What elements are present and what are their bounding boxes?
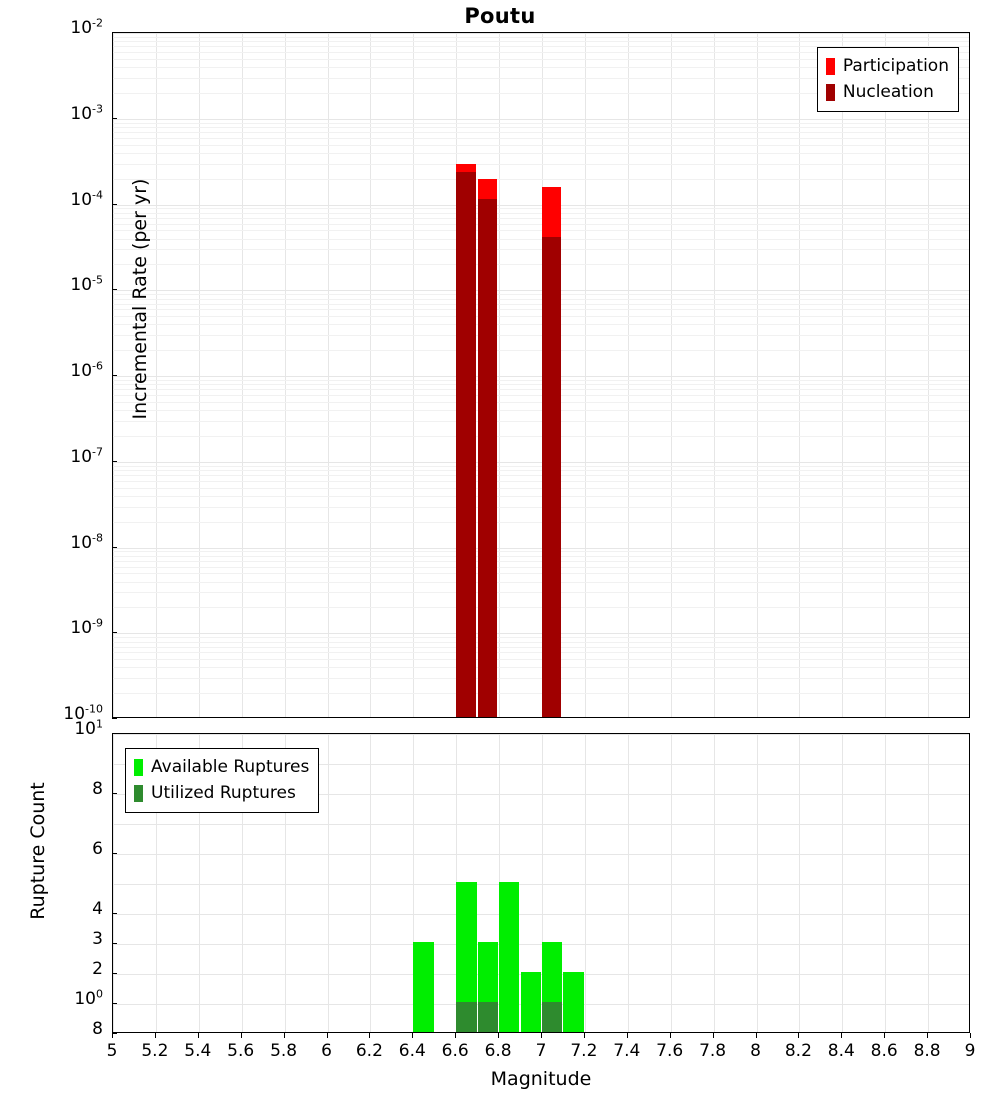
gridline-vertical [714, 33, 715, 717]
y-tick-label: $10^{-4}$ [70, 187, 103, 210]
gridline-horizontal-minor [113, 395, 969, 396]
gridline-horizontal-minor [113, 466, 969, 467]
gridline-horizontal-minor [113, 309, 969, 310]
gridline-horizontal-minor [113, 230, 969, 231]
gridline-horizontal-minor [113, 316, 969, 317]
gridline-horizontal [113, 854, 969, 855]
y-tick-label: $10^{-5}$ [70, 273, 103, 296]
y-tick-label: 8 [92, 779, 103, 799]
x-tick-label: 6.8 [484, 1041, 512, 1061]
legend-label: Participation [842, 56, 949, 76]
gridline-horizontal-minor [113, 659, 969, 660]
gridline-horizontal-minor [113, 294, 969, 295]
gridline-vertical [113, 734, 114, 1032]
x-tick-mark [713, 1033, 714, 1038]
y-tick-label: 6 [92, 839, 103, 859]
gridline-horizontal-minor [113, 384, 969, 385]
gridline-horizontal-minor [113, 389, 969, 390]
x-tick-label: 6 [321, 1041, 332, 1061]
gridline-horizontal-minor [113, 436, 969, 437]
gridline-horizontal-minor [113, 496, 969, 497]
gridline-horizontal-minor [113, 350, 969, 351]
x-tick-label: 7.6 [656, 1041, 684, 1061]
x-tick-label: 5 [106, 1041, 118, 1061]
x-tick-label: 6.2 [355, 1041, 383, 1061]
gridline-horizontal-minor [113, 667, 969, 668]
x-tick-mark [241, 1033, 242, 1038]
gridline-horizontal [113, 633, 969, 634]
x-tick-label: 5.6 [227, 1041, 255, 1061]
gridline-horizontal-minor [113, 179, 969, 180]
bottom-y-axis-label: Rupture Count [27, 782, 49, 920]
y-tick-mark [112, 853, 117, 854]
gridline-horizontal-minor [113, 592, 969, 593]
y-tick-label: 3 [92, 929, 103, 949]
gridline-vertical [585, 734, 586, 1032]
gridline-horizontal [113, 944, 969, 945]
x-tick-mark [112, 1033, 113, 1038]
x-tick-label: 5.4 [184, 1041, 212, 1061]
gridline-vertical [842, 33, 843, 717]
legend-label: Nucleation [842, 81, 934, 102]
gridline-horizontal-minor [113, 470, 969, 471]
x-tick-label: 7.4 [613, 1041, 641, 1061]
y-tick-label: $10^{-7}$ [70, 445, 103, 467]
gridline-horizontal [113, 824, 969, 825]
legend-label: Available Ruptures [151, 757, 310, 777]
bar-utilized-ruptures [456, 1002, 476, 1032]
bar-nucleation [478, 199, 497, 717]
gridline-horizontal [113, 914, 969, 915]
gridline-horizontal-minor [113, 145, 969, 146]
gridline-horizontal [113, 205, 969, 206]
x-tick-mark [884, 1033, 885, 1038]
gridline-horizontal-minor [113, 132, 969, 133]
x-tick-mark [369, 1033, 370, 1038]
y-tick-label: $10^{-8}$ [70, 530, 103, 553]
gridline-horizontal-minor [113, 488, 969, 489]
legend-swatch-icon [134, 759, 143, 776]
x-tick-label: 6.4 [398, 1041, 426, 1061]
x-tick-mark [756, 1033, 757, 1038]
x-tick-label: 6.6 [441, 1041, 469, 1061]
gridline-horizontal-minor [113, 138, 969, 139]
gridline-horizontal-minor [113, 41, 969, 42]
gridline-vertical [413, 33, 414, 717]
gridline-vertical [757, 734, 758, 1032]
gridline-horizontal-minor [113, 561, 969, 562]
y-tick-mark [112, 1003, 117, 1004]
gridline-horizontal-minor [113, 127, 969, 128]
y-tick-mark [112, 913, 117, 914]
gridline-horizontal-minor [113, 582, 969, 583]
y-tick-mark [112, 289, 117, 290]
y-tick-mark [112, 733, 117, 734]
x-tick-label: 8.8 [913, 1041, 941, 1061]
bar-nucleation [542, 237, 561, 717]
gridline-horizontal-minor [113, 421, 969, 422]
gridline-vertical [628, 33, 629, 717]
gridline-horizontal-minor [113, 324, 969, 325]
gridline-horizontal-minor [113, 249, 969, 250]
y-tick-mark [112, 32, 117, 33]
page-title: Poutu [464, 4, 536, 28]
gridline-horizontal-minor [113, 299, 969, 300]
x-tick-label: 7.8 [699, 1041, 727, 1061]
gridline-vertical [328, 33, 329, 717]
gridline-vertical [928, 33, 929, 717]
gridline-vertical [799, 734, 800, 1032]
gridline-horizontal-minor [113, 642, 969, 643]
gridline-horizontal-minor [113, 218, 969, 219]
y-tick-label: 2 [92, 959, 103, 979]
gridline-horizontal-minor [113, 410, 969, 411]
x-tick-label: 5.2 [141, 1041, 169, 1061]
top-legend-item [826, 80, 949, 106]
gridline-vertical [370, 33, 371, 717]
gridline-vertical [671, 33, 672, 717]
top-legend-item [826, 54, 949, 80]
gridline-vertical [585, 33, 586, 717]
x-tick-mark [498, 1033, 499, 1038]
y-tick-label: $10^{-10}$ [63, 702, 103, 724]
y-tick-mark [112, 718, 117, 719]
gridline-horizontal [113, 33, 969, 34]
gridline-horizontal [113, 1004, 969, 1005]
gridline-vertical [628, 734, 629, 1032]
y-tick-mark [112, 973, 117, 974]
gridline-vertical [199, 33, 200, 717]
gridline-horizontal-minor [113, 380, 969, 381]
top-y-axis-label: Incremental Rate (per yr) [129, 178, 151, 420]
gridline-vertical [885, 33, 886, 717]
bar-utilized-ruptures [542, 1002, 562, 1032]
y-tick-label: 4 [92, 899, 103, 919]
y-tick-mark [112, 461, 117, 462]
gridline-horizontal [113, 974, 969, 975]
gridline-vertical [757, 33, 758, 717]
gridline-vertical [885, 734, 886, 1032]
x-tick-mark [284, 1033, 285, 1038]
gridline-horizontal-minor [113, 652, 969, 653]
legend-swatch-icon [826, 58, 835, 75]
gridline-vertical [499, 33, 500, 717]
y-tick-label: 8 [92, 1019, 103, 1039]
x-tick-mark [927, 1033, 928, 1038]
gridline-horizontal-minor [113, 224, 969, 225]
legend-swatch-icon [826, 84, 835, 101]
gridline-horizontal-minor [113, 637, 969, 638]
gridline-horizontal-minor [113, 475, 969, 476]
x-tick-mark [198, 1033, 199, 1038]
y-tick-label: $10^{-2}$ [70, 16, 103, 38]
gridline-horizontal [113, 884, 969, 885]
x-tick-mark [412, 1033, 413, 1038]
y-tick-mark [112, 793, 117, 794]
gridline-horizontal-minor [113, 481, 969, 482]
gridline-horizontal-minor [113, 37, 969, 38]
x-tick-mark [584, 1033, 585, 1038]
gridline-horizontal-minor [113, 607, 969, 608]
gridline-vertical [156, 33, 157, 717]
y-tick-label: $10^{-3}$ [70, 102, 103, 124]
bar-nucleation [456, 172, 475, 718]
gridline-vertical [714, 734, 715, 1032]
gridline-horizontal-minor [113, 402, 969, 403]
gridline-vertical [842, 734, 843, 1032]
gridline-horizontal [113, 734, 969, 735]
gridline-horizontal-minor [113, 123, 969, 124]
bar-available-ruptures [413, 942, 433, 1032]
gridline-horizontal [113, 290, 969, 291]
gridline-horizontal-minor [113, 678, 969, 679]
gridline-horizontal [113, 376, 969, 377]
gridline-horizontal [113, 119, 969, 120]
x-tick-label: 8.2 [784, 1041, 812, 1061]
rupture-count-plot [112, 733, 970, 1033]
gridline-horizontal-minor [113, 335, 969, 336]
y-tick-label: $10^{-9}$ [70, 616, 103, 639]
y-tick-mark [112, 632, 117, 633]
bottom-legend-item [134, 755, 309, 781]
gridline-vertical [370, 734, 371, 1032]
gridline-horizontal-minor [113, 573, 969, 574]
y-tick-label: $10^1$ [74, 717, 103, 739]
gridline-horizontal-minor [113, 239, 969, 240]
bar-available-ruptures [563, 972, 583, 1032]
incremental-rate-plot [112, 32, 970, 718]
gridline-vertical [799, 33, 800, 717]
gridline-vertical [671, 734, 672, 1032]
gridline-horizontal-minor [113, 522, 969, 523]
legend-top [817, 47, 959, 112]
y-tick-mark [112, 204, 117, 205]
gridline-vertical [285, 33, 286, 717]
x-tick-mark [970, 1033, 971, 1038]
gridline-vertical [928, 734, 929, 1032]
gridline-horizontal-minor [113, 153, 969, 154]
x-tick-mark [155, 1033, 156, 1038]
x-axis-label: Magnitude [490, 1068, 592, 1090]
bar-available-ruptures [521, 972, 541, 1032]
gridline-horizontal-minor [113, 164, 969, 165]
gridline-horizontal-minor [113, 304, 969, 305]
x-tick-label: 9 [964, 1041, 976, 1061]
x-tick-label: 7.2 [570, 1041, 598, 1061]
x-tick-mark [627, 1033, 628, 1038]
x-tick-mark [670, 1033, 671, 1038]
legend-bottom [125, 748, 319, 813]
x-tick-label: 7 [535, 1041, 547, 1061]
gridline-horizontal-minor [113, 507, 969, 508]
y-tick-label: $10^0$ [74, 987, 103, 1009]
gridline-vertical [328, 734, 329, 1032]
x-tick-mark [841, 1033, 842, 1038]
y-tick-mark [112, 547, 117, 548]
x-tick-label: 8.6 [870, 1041, 898, 1061]
bar-utilized-ruptures [478, 1002, 498, 1032]
gridline-vertical [242, 33, 243, 717]
gridline-horizontal-minor [113, 208, 969, 209]
y-tick-mark [112, 118, 117, 119]
x-tick-label: 8.4 [827, 1041, 855, 1061]
gridline-horizontal-minor [113, 567, 969, 568]
y-tick-mark [112, 943, 117, 944]
x-tick-mark [455, 1033, 456, 1038]
gridline-horizontal [113, 548, 969, 549]
x-tick-mark [798, 1033, 799, 1038]
x-tick-mark [541, 1033, 542, 1038]
gridline-horizontal [113, 462, 969, 463]
gridline-horizontal-minor [113, 264, 969, 265]
y-tick-label: $10^{-6}$ [70, 359, 103, 381]
x-tick-label: 5.8 [270, 1041, 298, 1061]
legend-label: Utilized Ruptures [151, 782, 296, 803]
y-tick-mark [112, 375, 117, 376]
bar-available-ruptures [499, 882, 519, 1032]
legend-swatch-icon [134, 785, 143, 802]
x-tick-label: 8 [750, 1041, 761, 1061]
gridline-horizontal-minor [113, 556, 969, 557]
gridline-horizontal-minor [113, 693, 969, 694]
bottom-legend-item [134, 781, 309, 807]
gridline-horizontal-minor [113, 647, 969, 648]
gridline-horizontal-minor [113, 551, 969, 552]
gridline-horizontal-minor [113, 213, 969, 214]
x-tick-mark [327, 1033, 328, 1038]
